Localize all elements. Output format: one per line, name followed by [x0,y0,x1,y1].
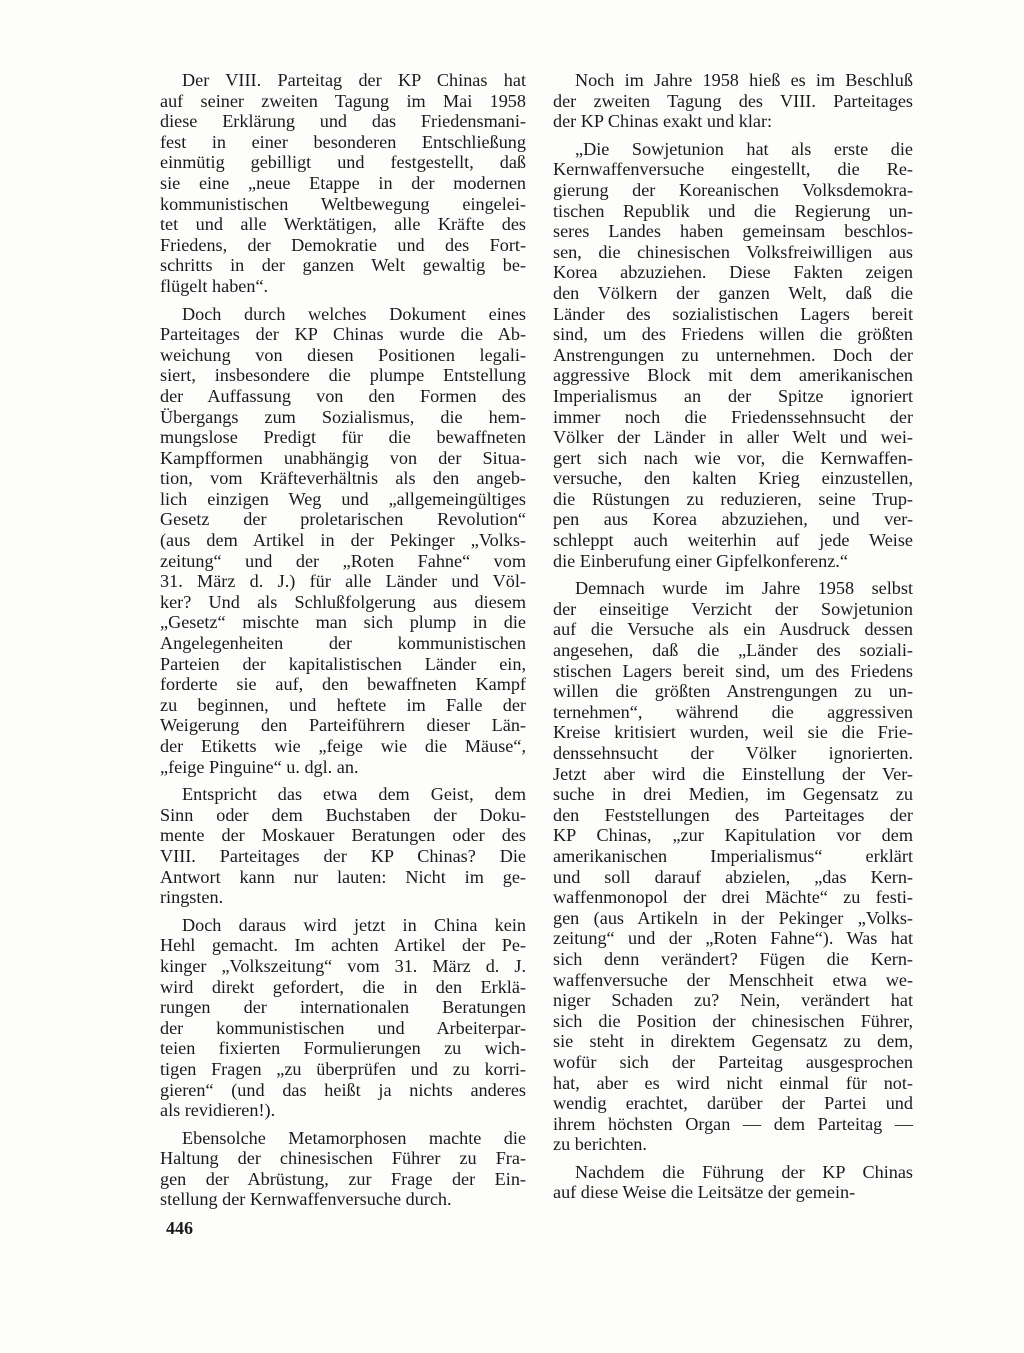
page-number: 446 [166,1218,193,1238]
text-line: forderte sie auf, den bewaffneten Kampf [160,674,526,695]
text-line: sie steht in direktem Gegensatz zu dem, [553,1031,913,1052]
text-line: tion, vom Kräfteverhältnis als den angeb- [160,468,526,489]
text-line: Übergangs zum Sozialismus, die hem- [160,406,526,427]
text-line: der Auffassung von den Formen des [160,385,526,406]
text-line: und soll darauf abzielen, „das Kern- [553,866,913,887]
text-line: sich denn verändert? Fügen die Kern- [553,948,913,969]
text-line: weichung von diesen Positionen legali- [160,344,526,365]
text-line: waffenversuche der Menschheit etwa we- [553,969,913,990]
text-line: VIII. Parteitages der KP Chinas? Die [160,845,526,866]
text-line: tischen Republik und die Regierung un- [553,200,913,221]
text-line: den Völkern der ganzen Welt, daß die [553,282,913,303]
text-line: Haltung der chinesischen Führer zu Fra- [160,1148,526,1169]
text-line: Friedens, der Demokratie und des Fort- [160,234,526,255]
text-line: lich einzigen Weg und „allgemeingültiges [160,488,526,509]
paragraph [160,304,526,778]
text-line: kommunistischen Weltbewegung eingelei- [160,193,526,214]
text-line: schritts in der ganzen Welt gewaltig be- [160,255,526,276]
paragraph [553,1162,913,1203]
text-line: zu berichten. [553,1134,647,1155]
text-line: Antwort kann nur lauten: Nicht im ge- [160,866,526,887]
text-line: „Die Sowjetunion hat als erste die [575,138,913,159]
text-line: Noch im Jahre 1958 hieß es im Beschluß [575,70,913,90]
text-line: willen die größten Anstrengungen zu un- [553,681,913,702]
text-line: angesehen, daß die „Länder des soziali- [553,640,913,661]
text-line: ker? Und als Schlußfolgerung aus diesem [160,591,526,612]
text-line: Korea abzuziehen. Diese Fakten zeigen [553,262,913,283]
text-line: sind, um des Friedens willen die größten [553,324,913,345]
text-line: KP Chinas, „zur Kapitulation vor dem [553,825,913,846]
text-line: Der VIII. Parteitag der KP Chinas hat [182,70,526,90]
text-line: Ebensolche Metamorphosen machte die [182,1127,526,1148]
text-line: seres Landes haben gemeinsam beschlos- [553,221,913,242]
text-line: Anstrengungen zu unternehmen. Doch der [553,344,913,365]
text-line: Kampfformen unabhängig von der Situa- [160,447,526,468]
left-text-column [160,70,526,1217]
text-line: ringsten. [160,887,224,908]
text-line: aggressive Block mit dem amerikanischen [553,365,913,386]
text-line: (aus dem Artikel in der Pekinger „Volks- [160,530,526,551]
text-line: immer noch die Friedenssehnsucht der [553,406,913,427]
text-line: die Einberufung einer Gipfelkonferenz.“ [553,550,848,571]
paragraph [553,70,913,132]
text-line: stischen Lagers bereit sind, um des Friedens [553,660,913,681]
text-line: schleppt auch weiterhin auf jede Weise [553,530,913,551]
text-line: die Rüstungen zu reduzieren, seine Trup- [553,488,913,509]
text-line: hat, aber es wird nicht einmal für not- [553,1072,913,1093]
text-line: auf seiner zweiten Tagung im Mai 1958 [160,90,526,111]
text-line: rungen der internationalen Beratungen [160,997,526,1018]
text-line: Gesetz der proletarischen Revolution“ [160,509,526,530]
text-line: ternehmen“, während die aggressiven [553,701,913,722]
text-line: „Gesetz“ mischte man sich plump in die [160,612,526,633]
text-line: gieren“ (und das heißt ja nichts anderes [160,1079,526,1100]
text-line: stellung der Kernwaffenversuche durch. [160,1189,452,1210]
text-line: versuche, den kalten Krieg einzustellen, [553,468,913,489]
text-line: Doch durch welches Dokument eines [182,303,526,324]
text-line: Doch daraus wird jetzt in China kein [182,914,526,935]
text-line: teien fixierten Formulierungen zu wich- [160,1038,526,1059]
text-line: als revidieren!). [160,1100,276,1121]
text-line: ihrem höchsten Organ — dem Parteitag — [553,1113,913,1134]
paragraph [160,915,526,1121]
text-line: tigen Fragen „zu überprüfen und zu korri- [160,1058,526,1079]
text-line: waffenmonopol der drei Mächte“ zu festi- [553,887,913,908]
text-line: Parteien der kapitalistischen Länder ein, [160,653,526,674]
text-line: sen, die chinesischen Volksfreiwilligen aus [553,241,913,262]
text-line: Kernwaffenversuche eingestellt, die Re- [553,159,913,180]
text-line: sie eine „neue Etappe in der modernen [160,172,526,193]
text-line: zeitung“ und der „Roten Fahne“ vom [160,550,526,571]
paragraph [553,139,913,571]
paragraph [160,70,526,297]
text-line: flügelt haben“. [160,275,269,296]
text-line: siert, insbesondere die plumpe Entstellung [160,365,526,386]
text-line: gen (aus Artikeln in der Pekinger „Volks- [553,907,913,928]
text-line: Länder des sozialistischen Lagers bereit [553,303,913,324]
text-line: „feige Pinguine“ u. dgl. an. [160,756,359,777]
text-line: einmütig gebilligt und festgestellt, daß [160,152,526,173]
text-line: diese Erklärung und das Friedensmani- [160,111,526,132]
text-line: Weigerung den Parteiführern dieser Län- [160,715,526,736]
text-line: wird direkt gefordert, die in den Erklä- [160,976,526,997]
text-line: gierung der Koreanischen Volksdemokra- [553,179,913,200]
text-line: sich die Position der chinesischen Führer, [553,1010,913,1031]
text-line: Angelegenheiten der kommunistischen [160,633,526,654]
text-line: mungslose Predigt für die bewaffneten [160,427,526,448]
text-line: auf die Versuche als ein Ausdruck dessen [553,619,913,640]
text-line: der zweiten Tagung des VIII. Parteitages [553,90,913,111]
text-line: Jetzt aber wird die Einstellung der Ver- [553,763,913,784]
paragraph [160,784,526,908]
text-line: wendig erachtet, darüber der Partei und [553,1093,913,1114]
text-line: zeitung“ und der „Roten Fahne“). Was hat [553,928,913,949]
text-line: Parteitages der KP Chinas wurde die Ab- [160,324,526,345]
text-line: gert sich nach wie vor, die Kernwaffen- [553,447,913,468]
text-line: tet und alle Werktätigen, alle Kräfte des [160,214,526,235]
paragraph [553,578,913,1155]
text-line: fest in einer besonderen Entschließung [160,131,526,152]
text-line: pen aus Korea abzuziehen, und ver- [553,509,913,530]
right-text-column [553,70,913,1210]
text-line: Völker der Länder in aller Welt und wei- [553,427,913,448]
text-line: mente der Moskauer Beratungen oder des [160,825,526,846]
text-line: den Feststellungen des Parteitages der [553,804,913,825]
text-line: der einseitige Verzicht der Sowjetunion [553,598,913,619]
text-line: zu beginnen, und heftete im Falle der [160,694,526,715]
text-line: der kommunistischen und Arbeiterpar- [160,1017,526,1038]
paragraph [160,1128,526,1210]
text-line: auf diese Weise die Leitsätze der gemein- [553,1182,856,1203]
text-line: wofür sich der Parteitag ausgesprochen [553,1051,913,1072]
text-line: Imperialismus an der Spitze ignoriert [553,385,913,406]
text-line: kinger „Volkszeitung“ vom 31. März d. J. [160,955,526,976]
text-line: Kreise kritisiert wurden, weil sie die Frie- [553,722,913,743]
text-line: der KP Chinas exakt und klar: [553,111,773,132]
text-line: Entspricht das etwa dem Geist, dem [182,784,526,805]
text-line: Sinn oder dem Buchstaben der Doku- [160,804,526,825]
text-line: gen der Abrüstung, zur Frage der Ein- [160,1168,526,1189]
text-line: niger Schaden zu? Nein, verändert hat [553,990,913,1011]
text-line: denssehnsucht der Völker ignorierten. [553,743,913,763]
text-line: der Etiketts wie „feige wie die Mäuse“, [160,736,526,756]
text-line: 31. März d. J.) für alle Länder und Völ- [160,571,526,592]
text-line: Nachdem die Führung der KP Chinas [575,1161,913,1182]
text-line: Demnach wurde im Jahre 1958 selbst [575,578,913,599]
text-line: suche in drei Medien, im Gegensatz zu [553,784,913,805]
text-line: Hehl gemacht. Im achten Artikel der Pe- [160,935,526,956]
text-line: amerikanischen Imperialismus“ erklärt [553,845,913,866]
